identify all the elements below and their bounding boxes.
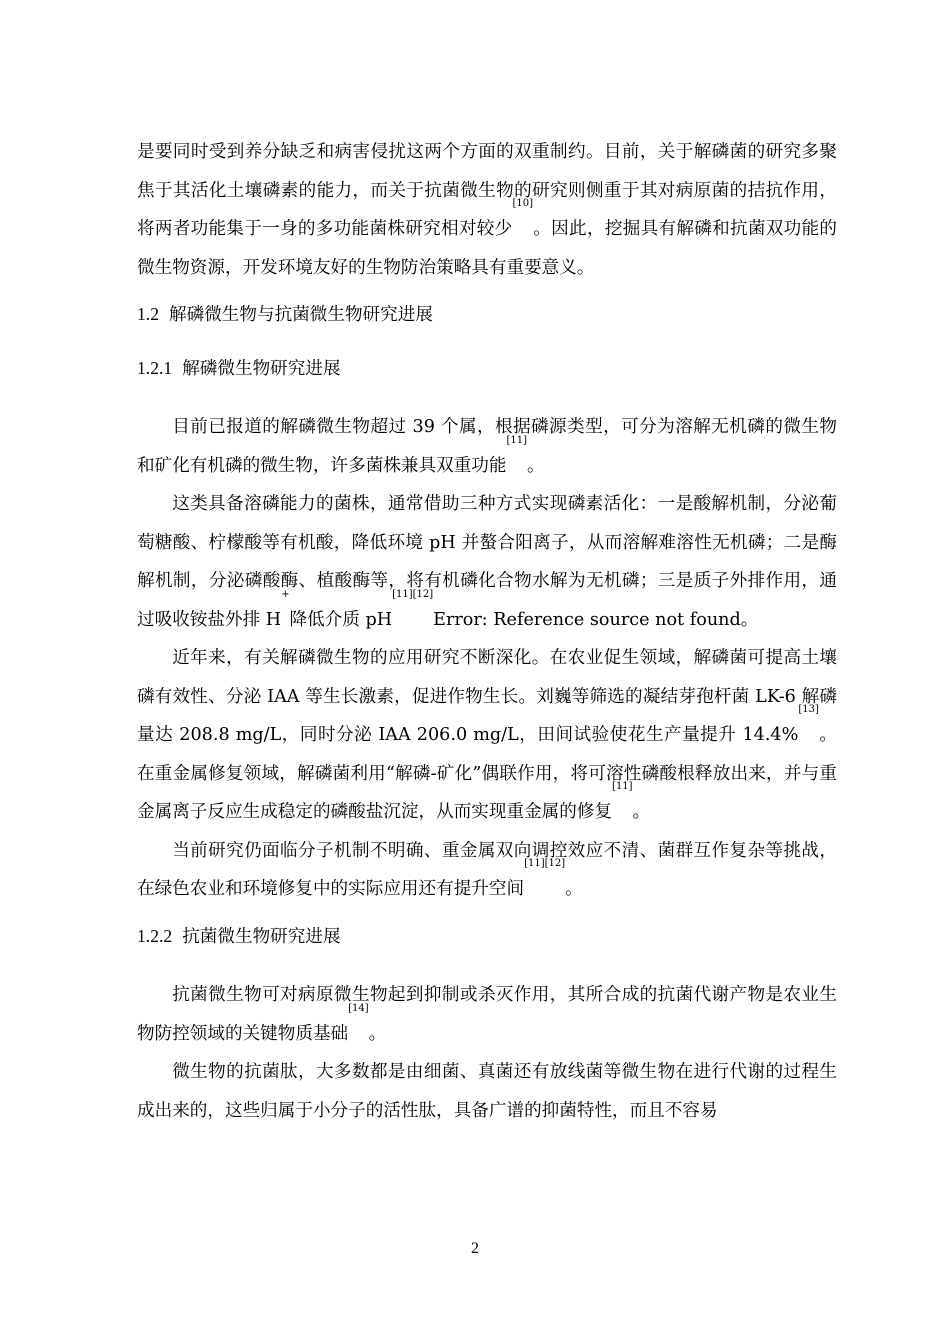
section-title: 解磷微生物研究进展 — [182, 358, 341, 379]
citation: [10] — [512, 198, 534, 209]
section-title: 解磷微生物与抗菌微生物研究进展 — [169, 305, 433, 325]
paragraph-psm-challenges: 当前研究仍面临分子机制不明确、重金属双向调控效应不清、菌群互作复杂等挑战，在绿色农业和环境修复中的实际应用还有提升空间[11][12]。 — [137, 840, 837, 899]
section-number: 1.2.1 — [137, 357, 173, 378]
paragraph-antimicrobial-intro: 抗菌微生物可对病原微生物起到抑制或杀灭作用，其所合成的抗菌代谢产物是农业生物防控领域的关键物质基础[14]。 — [137, 985, 837, 1044]
paragraph-intro-continued: 是要同时受到养分缺乏和病害侵扰这两个方面的双重制约。目前，关于解磷菌的研究多聚焦于其活化土壤磷素的能力，而关于抗菌微生物的研究则侧重于其对病原菌的拮抗作用，将两者功能集于一身的多功能菌株研究相对较少[10]。因此，挖掘具有解磷和抗菌双功能的微生物资源，开发环境友好的生物防治策略具有重要意义。 — [137, 142, 837, 278]
paragraph-psm-genera: 目前已报道的解磷微生物超过 39 个属，根据磷源类型，可分为溶解无机磷的微生物和矿化有机磷的微生物，许多菌株兼具双重功能[11]。 — [137, 417, 837, 476]
document-page — [137, 133, 837, 1130]
section-heading-1-2-2 — [137, 917, 837, 957]
page-number: 2 — [471, 1240, 479, 1257]
citation: [14] — [348, 1002, 369, 1014]
section-heading-1-2-1 — [137, 349, 837, 389]
citation: [11][12] — [524, 858, 566, 869]
superscript-plus: + — [281, 588, 290, 600]
section-title: 抗菌微生物研究进展 — [182, 926, 341, 947]
paragraph-psm-applications: 近年来，有关解磷微生物的应用研究不断深化。在农业促生领域，解磷菌可提高土壤磷有效性、分泌 IAA 等生长激素，促进作物生长。刘巍等筛选的凝结芽孢杆菌 LK-6 解磷量达 208.8 mg/L，同时分泌 IAA 206.0 mg/L，田间试验使花生产量提升 14.4%[13]。在重金属修复领域，解磷菌利用“解磷-矿化”偶联作用，将可溶性磷酸根释放出来，并与重金属离子反应生成稳定的磷酸盐沉淀，从而实现重金属的修复[11]。 — [137, 648, 837, 822]
section-heading-1-2 — [137, 295, 837, 335]
citation: [11] — [612, 781, 633, 792]
section-number: 1.2 — [137, 304, 159, 324]
citation: [11] — [506, 434, 528, 446]
citation: [13] — [798, 704, 819, 715]
paragraph-antimicrobial-peptides: 微生物的抗菌肽，大多数都是由细菌、真菌还有放线菌等微生物在进行代谢的过程生成出来的，这些归属于小分子的活性肽，具备广谱的抑菌特性，而且不容易 — [137, 1062, 837, 1121]
section-number: 1.2.2 — [137, 925, 173, 946]
paragraph-psm-mechanisms: 这类具备溶磷能力的菌株，通常借助三种方式实现磷素活化：一是酸解机制，分泌葡萄糖酸、柠檬酸等有机酸，降低环境 pH 并螯合阳离子，从而溶解难溶性无机磷；二是酶解机制，分泌磷酸酶、植酸酶等，将有机磷化合物水解为无机磷；三是质子外排作用，通过吸收铵盐外排 H+降低介质 pH[11][12]Error: Reference source not found。 — [137, 494, 837, 630]
citation: [11][12] — [392, 588, 434, 600]
